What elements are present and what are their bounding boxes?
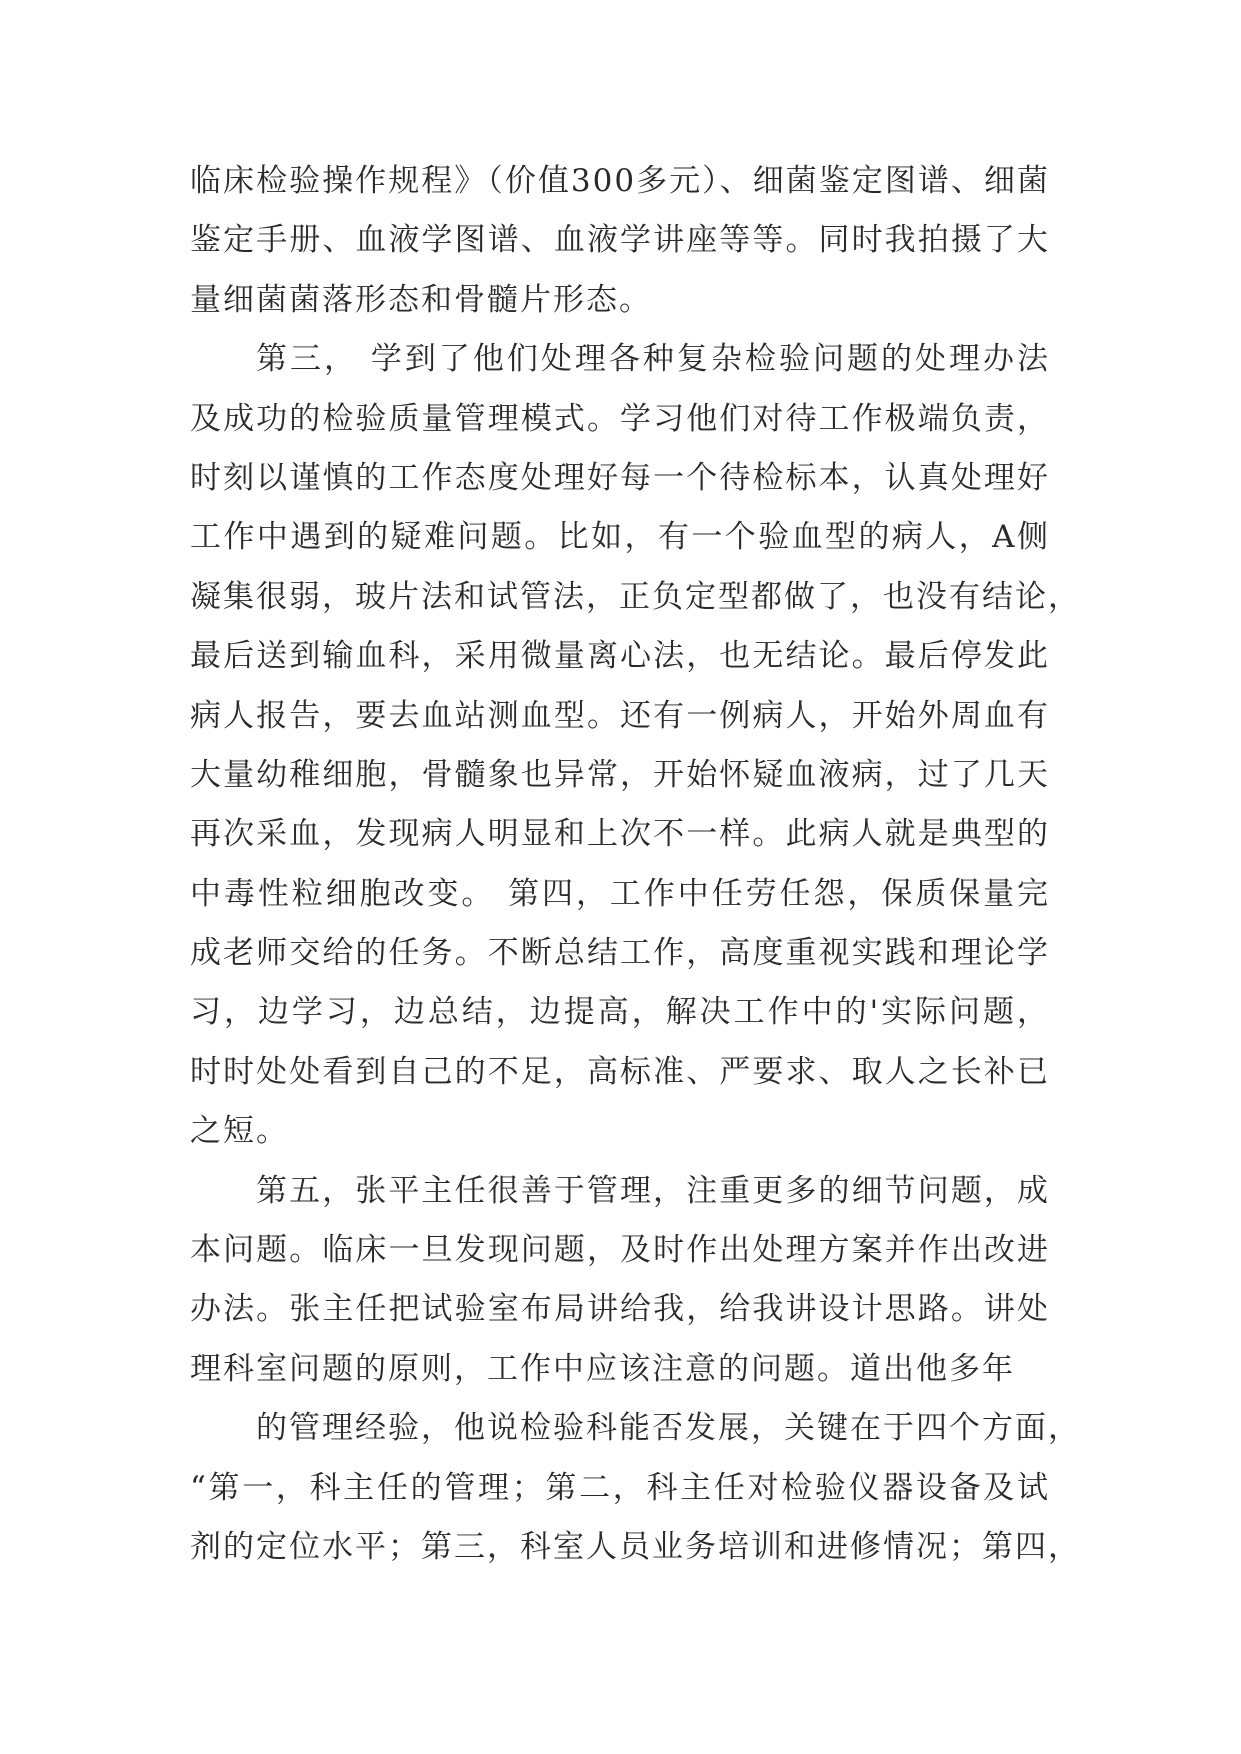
text-line: 大量幼稚细胞，骨髓象也异常，开始怀疑血液病，过了几天	[190, 756, 1050, 793]
body-text	[190, 152, 1081, 1577]
text-line: 时刻以谨慎的工作态度处理好每一个待检标本，认真处理好	[190, 459, 1050, 496]
text-line: 第五，张平主任很善于管理，注重更多的细节问题，成	[256, 1172, 1050, 1209]
text-line: 时时处处看到自己的不足，高标准、严要求、取人之长补已	[190, 1053, 1050, 1090]
text-line: 中毒性粒细胞改变。 第四，工作中任劳任怨，保质保量完	[190, 875, 1050, 912]
text-line: 最后送到输血科，采用微量离心法，也无结论。最后停发此	[190, 638, 1050, 675]
text-line: 病人报告，要去血站测血型。还有一例病人，开始外周血有	[190, 697, 1050, 734]
text-line: 第三， 学到了他们处理各种复杂检验问题的处理办法	[256, 341, 1050, 378]
text-line: 鉴定手册、血液学图谱、血液学讲座等等。同时我拍摄了大	[190, 222, 1050, 259]
text-line: 理科室问题的原则，工作中应该注意的问题。道出他多年	[190, 1350, 1015, 1387]
text-line: 量细菌菌落形态和骨髓片形态。	[190, 281, 652, 318]
text-line: 凝集很弱，玻片法和试管法，正负定型都做了，也没有结论，	[190, 578, 1081, 615]
text-line: 成老师交给的任务。不断总结工作，高度重视实践和理论学	[190, 935, 1050, 972]
text-line: 及成功的检验质量管理模式。学习他们对待工作极端负责，	[190, 400, 1050, 437]
text-line: 的管理经验，他说检验科能否发展，关键在于四个方面，	[256, 1410, 1081, 1447]
text-line: 本问题。临床一旦发现问题，及时作出处理方案并作出改进	[190, 1232, 1050, 1269]
text-line: 之短。	[190, 1113, 289, 1150]
text-line: 剂的定位水平；第三，科室人员业务培训和进修情况；第四，	[190, 1528, 1081, 1565]
text-line: 习，边学习，边总结，边提高，解决工作中的'实际问题，	[190, 994, 1050, 1031]
text-line: 再次采血，发现病人明显和上次不一样。此病人就是典型的	[190, 816, 1050, 853]
text-line: 工作中遇到的疑难问题。比如，有一个验血型的病人，A侧	[190, 519, 1050, 556]
text-line: “第一，科主任的管理；第二，科主任对检验仪器设备及试	[190, 1469, 1050, 1506]
text-line: 临床检验操作规程》（价值300多元）、细菌鉴定图谱、细菌	[190, 163, 1050, 199]
text-line: 办法。张主任把试验室布局讲给我，给我讲设计思路。讲处	[190, 1291, 1050, 1328]
